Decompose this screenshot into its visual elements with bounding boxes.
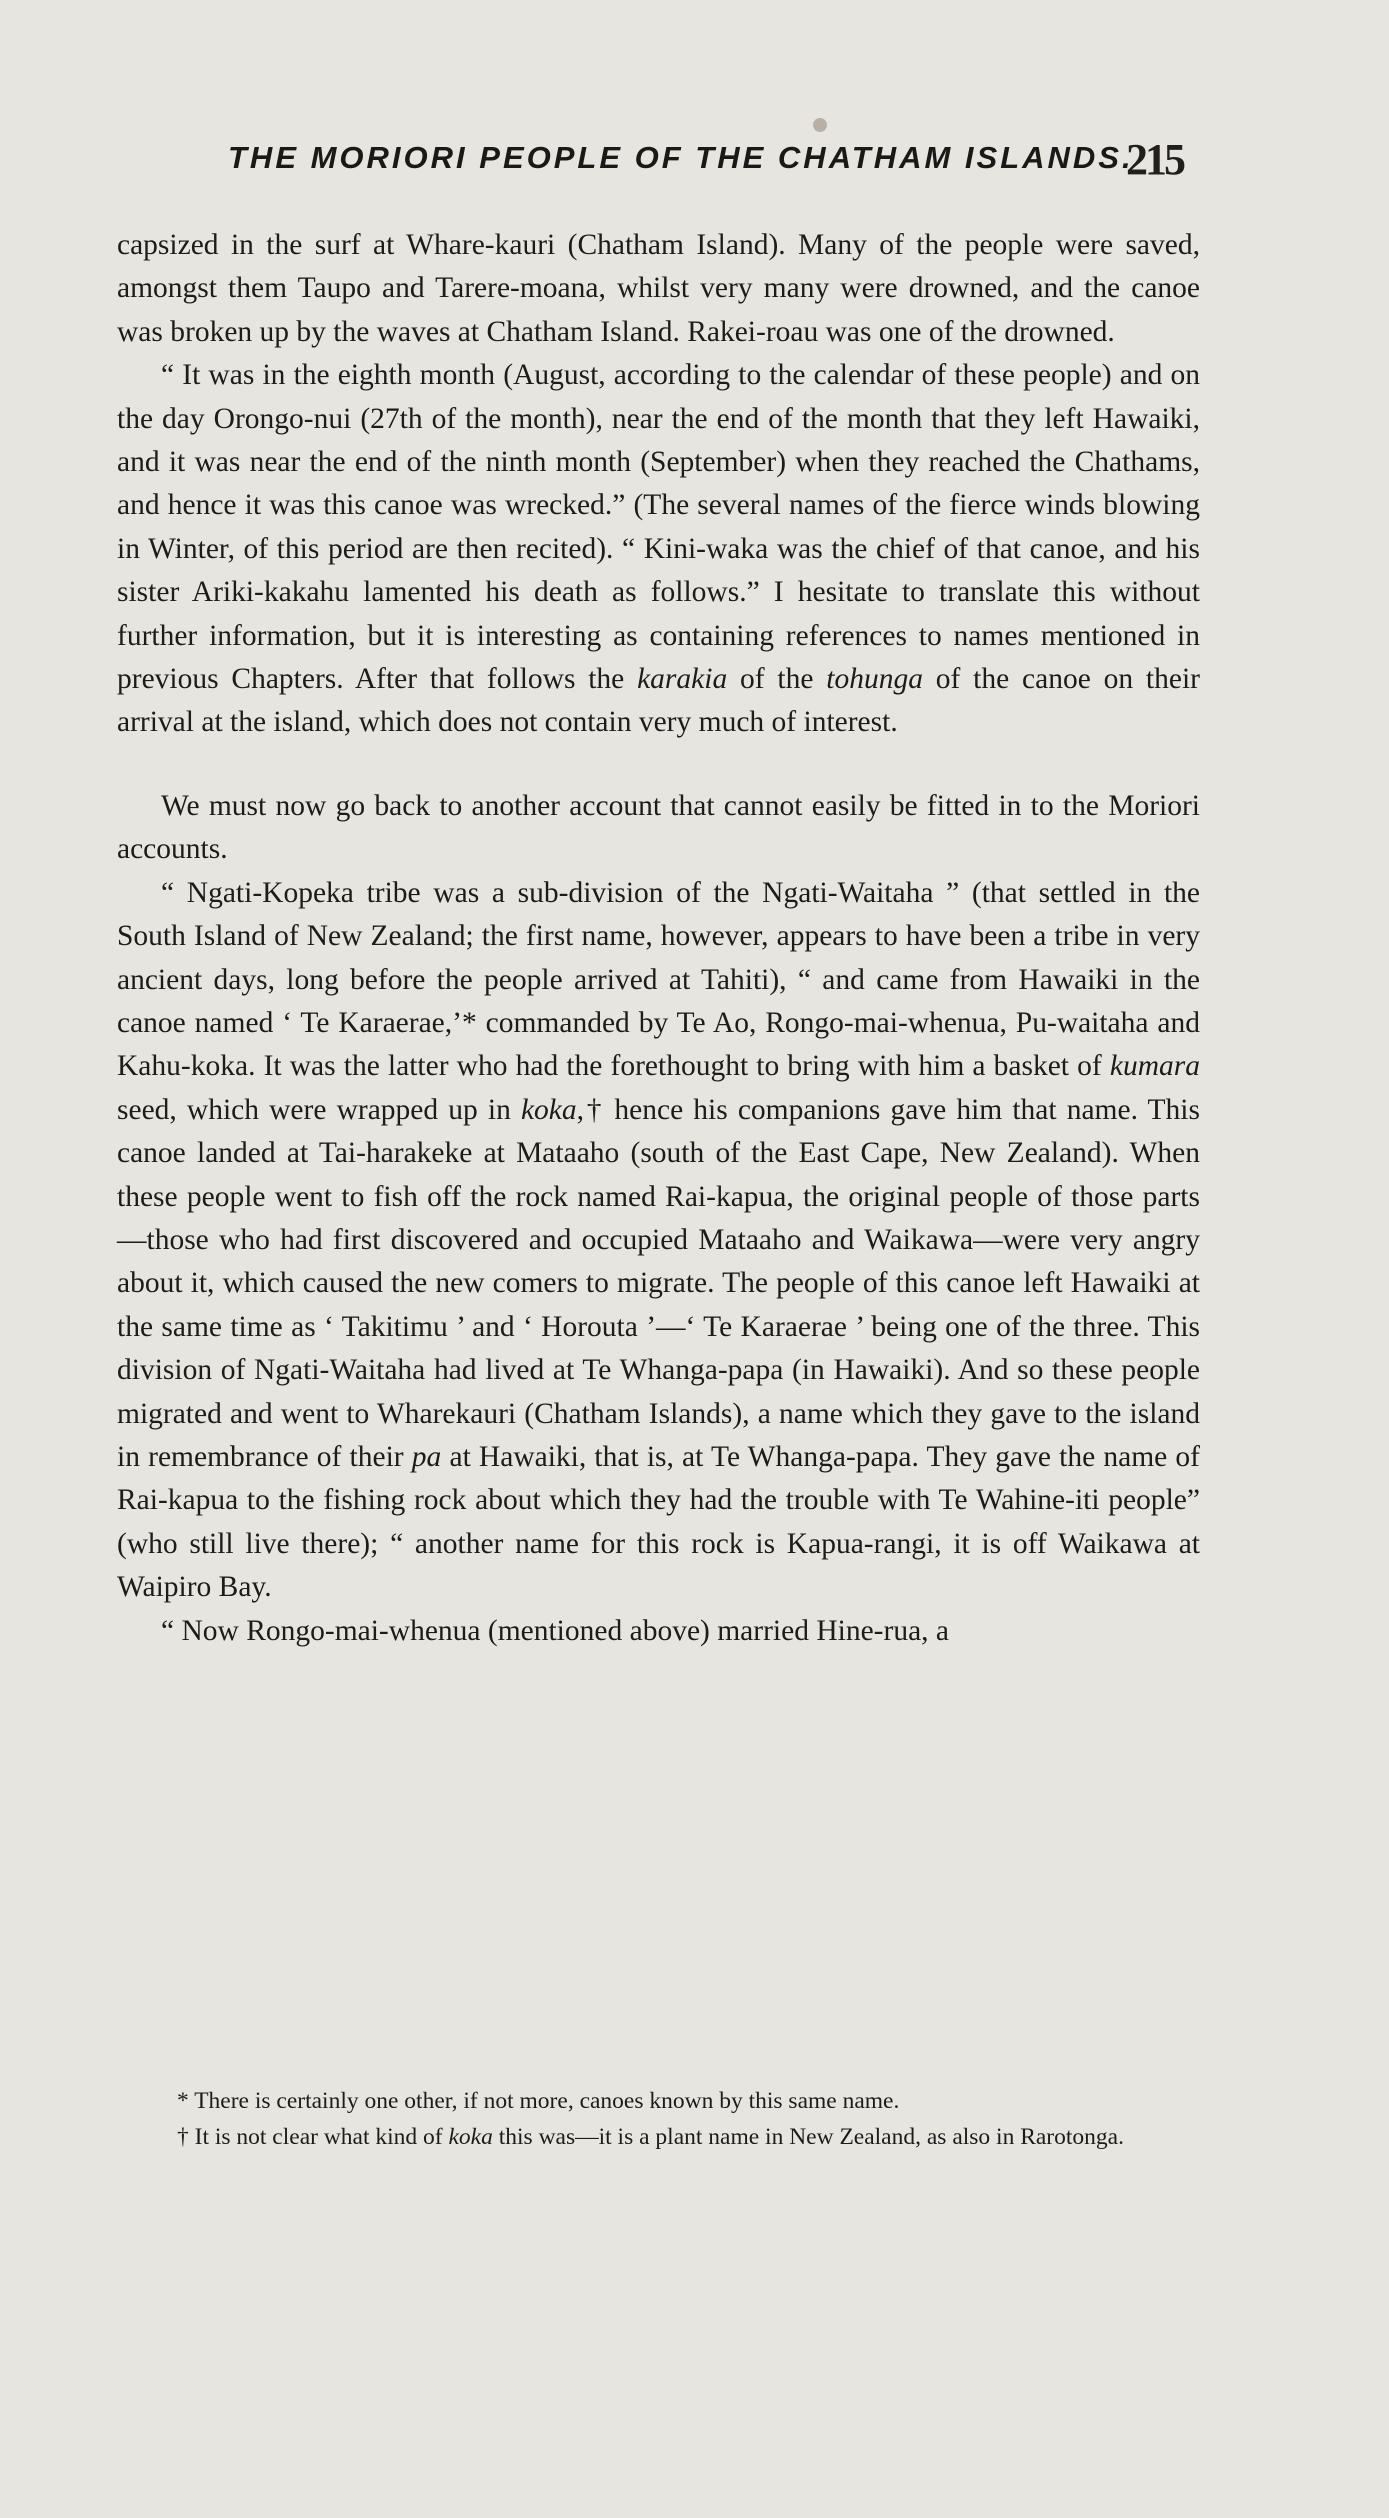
text-run: of the canoe on their arrival at the island, which does not contain very much of interest.: [117, 663, 1200, 739]
paragraph: [117, 1610, 1200, 1653]
body-text: [117, 224, 1200, 1653]
footnote: [117, 2119, 1200, 2155]
footnote: [117, 2083, 1200, 2119]
ink-spot: [813, 118, 827, 132]
text-run: * There is certainly one other, if not more, canoes known by this same name.: [177, 2088, 900, 2114]
text-run: of the: [727, 663, 827, 696]
text-run: “ It was in the eighth month (August, according to the calendar of these people) and on the day Orongo-nui (27th of the month), near the end of the month that they left Hawaiki, and it was near the end of the ninth month (September) when they reached the Chathams, and hence it was this canoe was wrecked.” (The several names of the fierce winds blowing in Winter, of this period are then recited). “ Kini-waka was the chief of that canoe, and his sister Ariki-kakahu lamented his death as follows.” I hesitate to translate this without further information, but it is interesting as containing references to names mentioned in previous Chapters. After that follows the: [117, 359, 1200, 696]
italic-term: koka: [520, 1093, 577, 1126]
running-title: THE MORIORI PEOPLE OF THE CHATHAM ISLANDS.: [228, 140, 1134, 175]
text-run: We must now go back to another account that cannot easily be fitted in to the Moriori accounts.: [117, 789, 1200, 866]
italic-term: pa: [411, 1440, 442, 1473]
text-run: “ Now Rongo-mai-whenua (mentioned above) married Hine-rua, a: [161, 1614, 950, 1647]
footnotes: [117, 2083, 1200, 2155]
text-run: “ Ngati-Kopeka tribe was a sub-division of the Ngati-Waitaha ” (that settled in the South Island of New Zealand; the first name, however, appears to have been a tribe in very ancient days, long before the people arrived at Tahiti), “ and came from Hawaiki in the canoe named ‘ Te Karaerae,’* commanded by Te Ao, Rongo-mai-whenua, Pu-waitaha and Kahu-koka. It was the latter who had the forethought to bring with him a basket of: [117, 876, 1200, 1083]
text-run: this was—it is a plant name in New Zealand, as also in Rarotonga.: [492, 2124, 1124, 2150]
text-run: capsized in the surf at Whare-kauri (Chatham Island). Many of the people were saved, amongst them Taupo and Tarere-moana, whilst very many were drowned, and the canoe was broken up by the waves at Chatham Island. Rakei-roau was one of the drowned.: [117, 229, 1200, 348]
italic-term: karakia: [637, 663, 728, 696]
running-head: [228, 135, 1228, 190]
paragraph: [117, 872, 1200, 1610]
paragraph: [117, 224, 1200, 354]
text-run: seed, which were wrapped up in: [117, 1093, 521, 1126]
italic-term: tohunga: [826, 663, 923, 696]
italic-term: koka: [448, 2124, 493, 2150]
paragraph: [117, 354, 1200, 745]
text-run: ,† hence his companions gave him that name. This canoe landed at Tai-harakeke at Mataaho (south of the East Cape, New Zealand). When these people went to fish off the rock named Rai-kapua, the original people of those parts—those who had first discovered and occupied Mataaho and Waikawa—were very angry about it, which caused the new comers to migrate. The people of this canoe left Hawaiki at the same time as ‘ Takitimu ’ and ‘ Horouta ’—‘ Te Karaerae ’ being one of the three. This division of Ngati-Waitaha had lived at Te Whanga-papa (in Hawaiki). And so these people migrated and went to Wharekauri (Chatham Islands), a name which they gave to the island in remembrance of their: [117, 1093, 1200, 1473]
page-number: 215: [1126, 135, 1183, 184]
text-run: † It is not clear what kind of: [177, 2124, 449, 2150]
text-run: at Hawaiki, that is, at Te Whanga-papa. They gave the name of Rai-kapua to the fishing rock about which they had the trouble with Te Wahine-iti people” (who still live there); “ another name for this rock is Kapua-rangi, it is off Waikawa at Waipiro Bay.: [117, 1440, 1200, 1604]
italic-term: kumara: [1109, 1050, 1200, 1083]
paragraph: [117, 785, 1200, 872]
